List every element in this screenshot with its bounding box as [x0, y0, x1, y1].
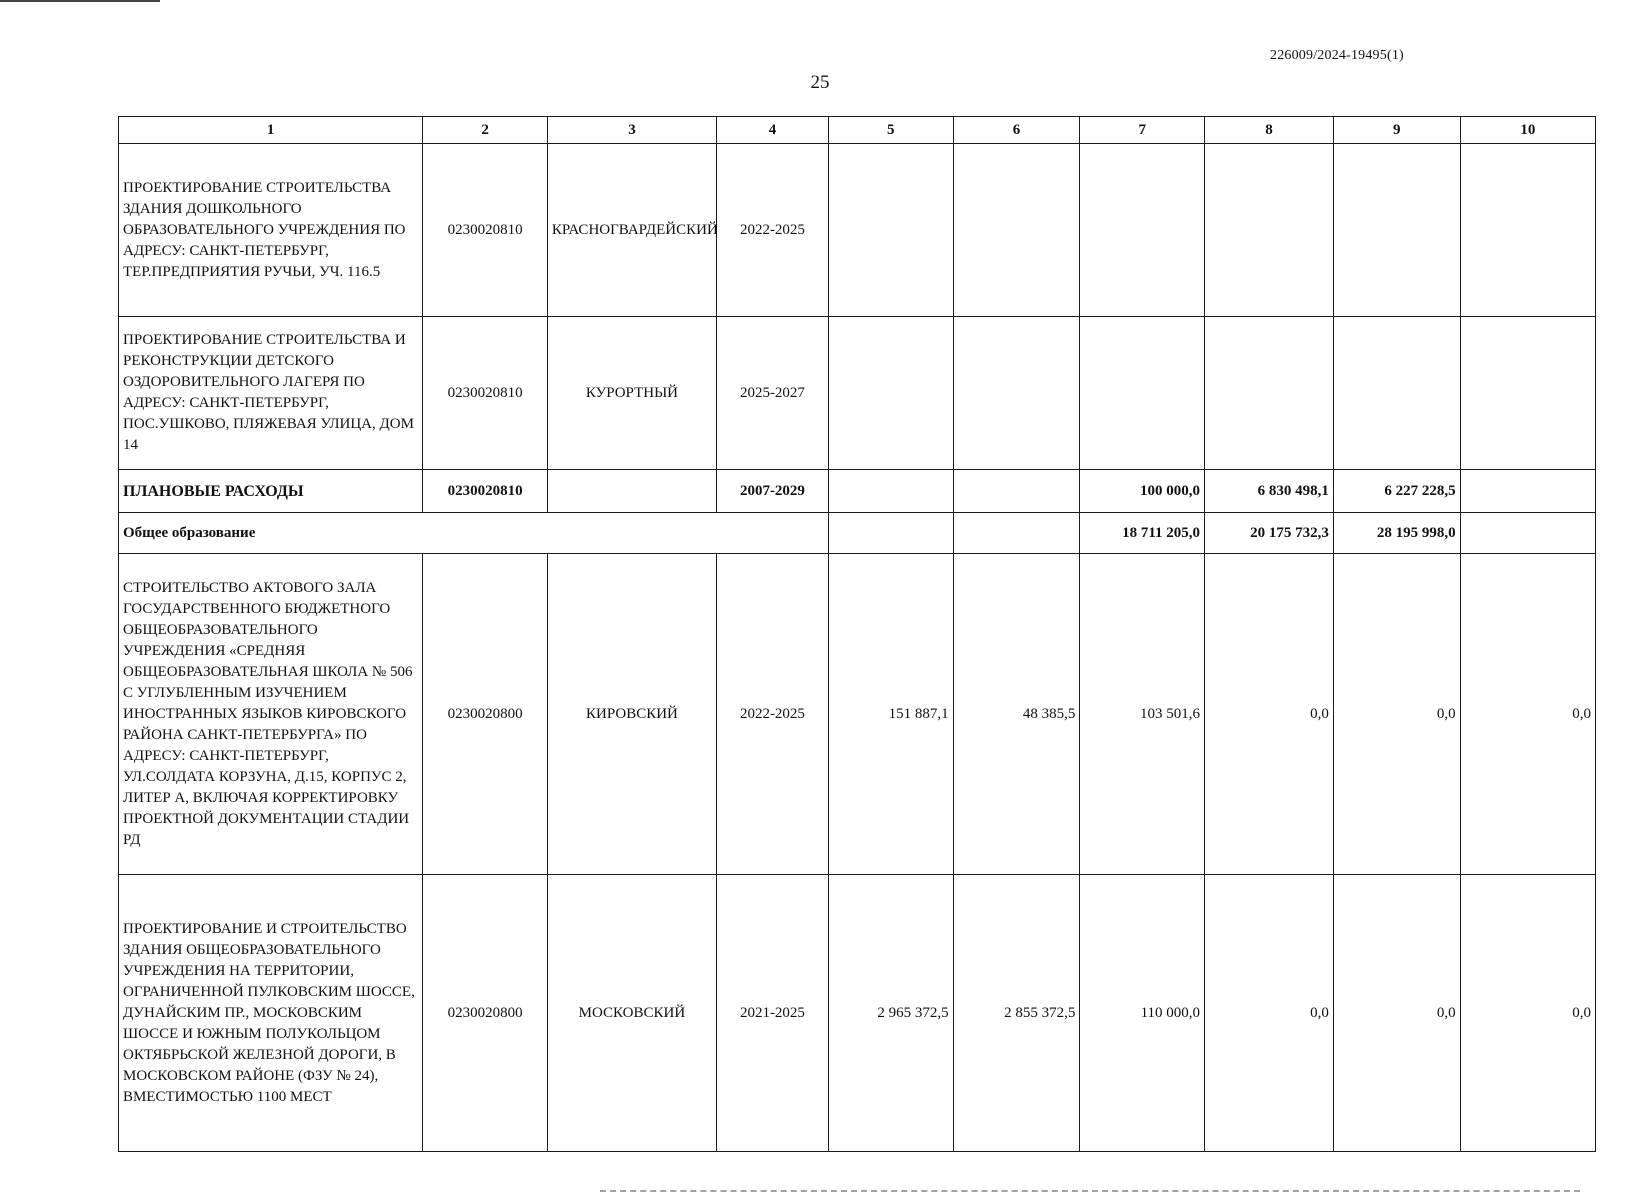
value-col-9: 0,0 [1333, 875, 1460, 1152]
district [547, 470, 716, 513]
value-col-9: 0,0 [1333, 554, 1460, 875]
value-col-5 [828, 513, 953, 554]
value-col-6 [953, 513, 1080, 554]
value-col-8: 20 175 732,3 [1205, 513, 1334, 554]
column-header: 6 [953, 117, 1080, 144]
section-row [119, 513, 1596, 554]
scan-footer-mark [600, 1190, 1580, 1194]
scan-edge-mark [0, 0, 160, 2]
district: КИРОВСКИЙ [547, 554, 716, 875]
table-row [119, 554, 1596, 875]
object-name: ПРОЕКТИРОВАНИЕ СТРОИТЕЛЬСТВА И РЕКОНСТРУКЦИИ ДЕТСКОГО ОЗДОРОВИТЕЛЬНОГО ЛАГЕРЯ ПО АДРЕСУ: САНКТ-ПЕТЕРБУРГ, ПОС.УШКОВО, ПЛЯЖЕВАЯ УЛИЦА, ДОМ 14 [119, 317, 423, 470]
table-row [119, 317, 1596, 470]
object-name: СТРОИТЕЛЬСТВО АКТОВОГО ЗАЛА ГОСУДАРСТВЕННОГО БЮДЖЕТНОГО ОБЩЕОБРАЗОВАТЕЛЬНОГО УЧРЕЖДЕНИЯ «СРЕДНЯЯ ОБЩЕОБРАЗОВАТЕЛЬНАЯ ШКОЛА № 506 С УГЛУБЛЕННЫМ ИЗУЧЕНИЕМ ИНОСТРАННЫХ ЯЗЫКОВ КИРОВСКОГО РАЙОНА САНКТ-ПЕТЕРБУРГА» ПО АДРЕСУ: САНКТ-ПЕТЕРБУРГ, УЛ.СОЛДАТА КОРЗУНА, Д.15, КОРПУС 2, ЛИТЕР А, ВКЛЮЧАЯ КОРРЕКТИРОВКУ ПРОЕКТНОЙ ДОКУМЕНТАЦИИ СТАДИИ РД [119, 554, 423, 875]
value-col-8 [1205, 144, 1334, 317]
period: 2007-2029 [716, 470, 828, 513]
table-row [119, 144, 1596, 317]
value-col-7 [1080, 317, 1205, 470]
column-header: 10 [1460, 117, 1595, 144]
budget-code: 0230020800 [423, 875, 548, 1152]
column-header: 4 [716, 117, 828, 144]
value-col-5: 2 965 372,5 [828, 875, 953, 1152]
value-col-5 [828, 317, 953, 470]
column-header: 3 [547, 117, 716, 144]
section-title: Общее образование [119, 513, 829, 554]
value-col-7: 18 711 205,0 [1080, 513, 1205, 554]
value-col-10 [1460, 470, 1595, 513]
district: КУРОРТНЫЙ [547, 317, 716, 470]
value-col-6 [953, 144, 1080, 317]
value-col-5 [828, 470, 953, 513]
value-col-9: 28 195 998,0 [1333, 513, 1460, 554]
column-header: 2 [423, 117, 548, 144]
value-col-9 [1333, 317, 1460, 470]
page-number: 25 [810, 72, 830, 93]
object-name: ПРОЕКТИРОВАНИЕ СТРОИТЕЛЬСТВА ЗДАНИЯ ДОШКОЛЬНОГО ОБРАЗОВАТЕЛЬНОГО УЧРЕЖДЕНИЯ ПО АДРЕСУ: САНКТ-ПЕТЕРБУРГ, ТЕР.ПРЕДПРИЯТИЯ РУЧЬИ, УЧ. 116.5 [119, 144, 423, 317]
value-col-8: 6 830 498,1 [1205, 470, 1334, 513]
value-col-8: 0,0 [1205, 875, 1334, 1152]
period: 2025-2027 [716, 317, 828, 470]
value-col-7 [1080, 144, 1205, 317]
budget-code: 0230020800 [423, 554, 548, 875]
district: МОСКОВСКИЙ [547, 875, 716, 1152]
budget-code: 0230020810 [423, 317, 548, 470]
object-name: ПРОЕКТИРОВАНИЕ И СТРОИТЕЛЬСТВО ЗДАНИЯ ОБЩЕОБРАЗОВАТЕЛЬНОГО УЧРЕЖДЕНИЯ НА ТЕРРИТОРИИ, ОГРАНИЧЕННОЙ ПУЛКОВСКИМ ШОССЕ, ДУНАЙСКИМ ПР., МОСКОВСКИМ ШОССЕ И ЮЖНЫМ ПОЛУКОЛЬЦОМ ОКТЯБРЬСКОЙ ЖЕЛЕЗНОЙ ДОРОГИ, В МОСКОВСКОМ РАЙОНЕ (ФЗУ № 24), ВМЕСТИМОСТЬЮ 1100 МЕСТ [119, 875, 423, 1152]
value-col-6 [953, 317, 1080, 470]
document-number: 226009/2024-19495(1) [1270, 48, 1404, 63]
value-col-9 [1333, 144, 1460, 317]
value-col-6 [953, 470, 1080, 513]
value-col-7: 103 501,6 [1080, 554, 1205, 875]
column-header: 7 [1080, 117, 1205, 144]
budget-code: 0230020810 [423, 470, 548, 513]
value-col-10: 0,0 [1460, 554, 1595, 875]
district: КРАСНОГВАРДЕЙСКИЙ [547, 144, 716, 317]
budget-code: 0230020810 [423, 144, 548, 317]
value-col-7: 110 000,0 [1080, 875, 1205, 1152]
value-col-6: 48 385,5 [953, 554, 1080, 875]
column-header: 9 [1333, 117, 1460, 144]
column-header: 8 [1205, 117, 1334, 144]
table-row [119, 875, 1596, 1152]
value-col-6: 2 855 372,5 [953, 875, 1080, 1152]
budget-table [118, 116, 1596, 1152]
period: 2022-2025 [716, 144, 828, 317]
planned-expenses-row [119, 470, 1596, 513]
value-col-10 [1460, 513, 1595, 554]
object-name: ПЛАНОВЫЕ РАСХОДЫ [119, 470, 423, 513]
period: 2021-2025 [716, 875, 828, 1152]
value-col-5 [828, 144, 953, 317]
column-header: 1 [119, 117, 423, 144]
value-col-9: 6 227 228,5 [1333, 470, 1460, 513]
period: 2022-2025 [716, 554, 828, 875]
value-col-8: 0,0 [1205, 554, 1334, 875]
value-col-10 [1460, 144, 1595, 317]
column-number-row [119, 117, 1596, 144]
value-col-5: 151 887,1 [828, 554, 953, 875]
column-header: 5 [828, 117, 953, 144]
value-col-7: 100 000,0 [1080, 470, 1205, 513]
value-col-8 [1205, 317, 1334, 470]
value-col-10 [1460, 317, 1595, 470]
value-col-10: 0,0 [1460, 875, 1595, 1152]
